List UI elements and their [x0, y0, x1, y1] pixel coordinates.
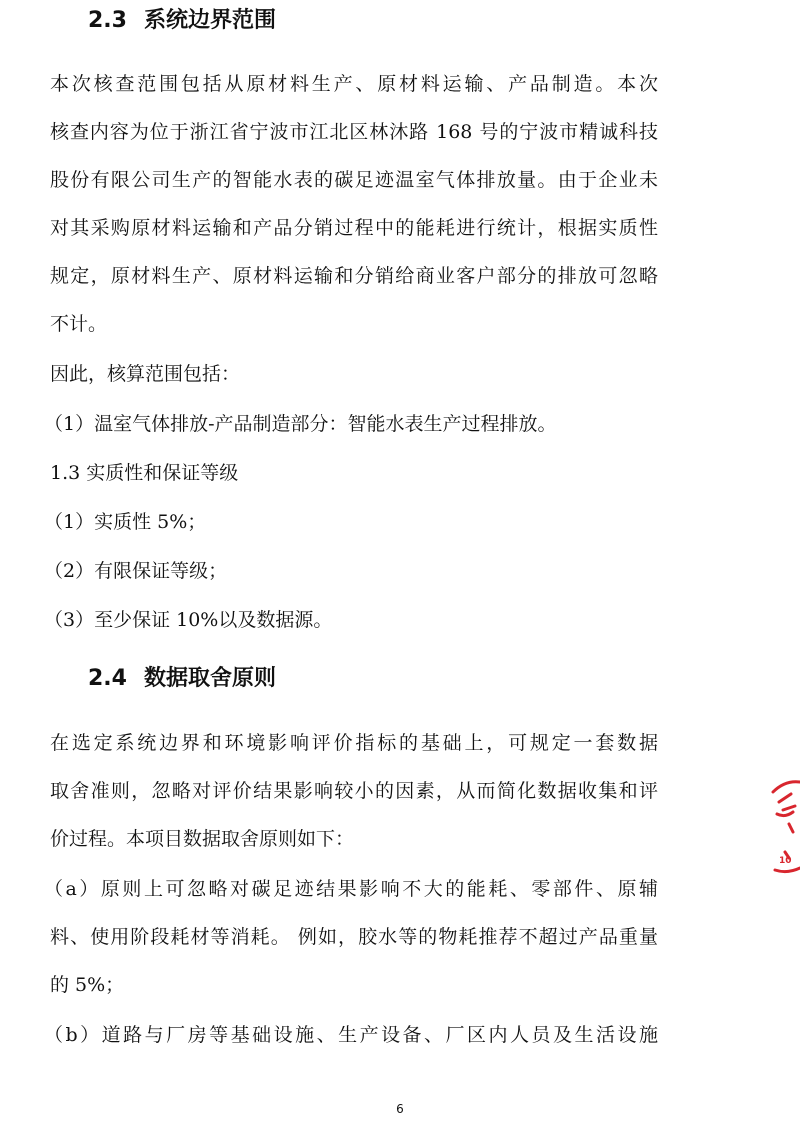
- list-item: （2）有限保证等级；: [44, 560, 228, 582]
- paragraph-line: 在选定系统边界和环境影响评价指标的基础上，可规定一套数据: [50, 732, 658, 754]
- paragraph-line: 规定，原材料生产、原材料运输和分销给商业客户部分的排放可忽略: [50, 265, 658, 287]
- paragraph-line: 对其采购原材料运输和产品分销过程中的能耗进行统计，根据实质性: [50, 217, 658, 239]
- list-item: （1）温室气体排放-产品制造部分：智能水表生产过程排放。: [44, 413, 557, 435]
- list-item: （1）实质性 5%；: [44, 511, 207, 533]
- paragraph-line: 因此，核算范围包括：: [50, 363, 241, 385]
- paragraph-line: 的 5%；: [50, 974, 125, 996]
- paragraph-line: 取舍准则，忽略对评价结果影响较小的因素，从而简化数据收集和评: [50, 780, 658, 802]
- paragraph-line: 股份有限公司生产的智能水表的碳足迹温室气体排放量。由于企业未: [50, 169, 658, 191]
- paragraph-line: 不计。: [50, 313, 108, 335]
- paragraph-line: 价过程。本项目数据取舍原则如下：: [50, 828, 355, 850]
- section-number: 2.4: [88, 666, 127, 691]
- subheading: 1.3 实质性和保证等级: [50, 462, 239, 484]
- section-heading-2-3: [88, 6, 276, 36]
- seal-text: 10: [779, 856, 792, 866]
- paragraph-line: 核查内容为位于浙江省宁波市江北区林沐路 168 号的宁波市精诚科技: [50, 121, 658, 143]
- list-item: （3）至少保证 10%以及数据源。: [44, 609, 333, 631]
- seal-stamp: [765, 762, 800, 882]
- section-title: 系统边界范围: [144, 8, 277, 33]
- list-item: （a）原则上可忽略对碳足迹结果影响不大的能耗、零部件、原辅: [44, 878, 658, 900]
- list-item: （b）道路与厂房等基础设施、生产设备、厂区内人员及生活设施: [44, 1024, 658, 1046]
- section-title: 数据取舍原则: [144, 666, 277, 691]
- paragraph-line: 本次核查范围包括从原材料生产、原材料运输、产品制造。本次: [50, 73, 658, 95]
- paragraph-line: 料、使用阶段耗材等消耗。 例如，胶水等的物耗推荐不超过产品重量: [50, 926, 658, 948]
- page-number: 6: [396, 1102, 404, 1116]
- section-number: 2.3: [88, 8, 127, 33]
- section-heading-2-4: [88, 664, 276, 694]
